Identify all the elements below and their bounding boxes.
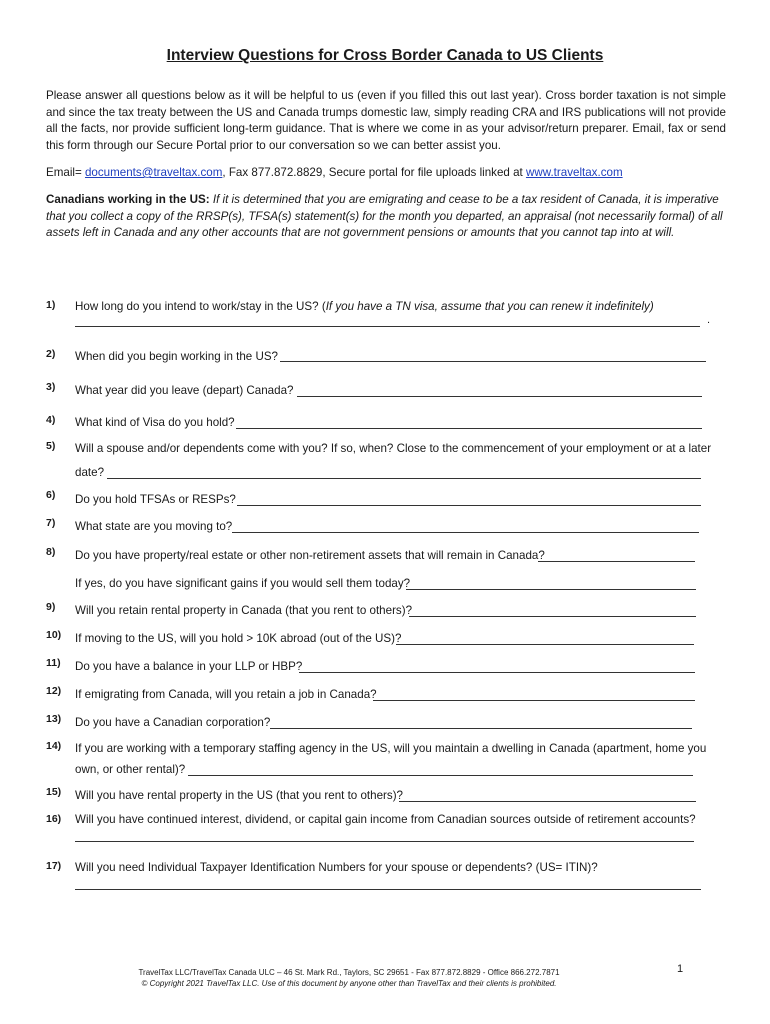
question-number: 2) [46,348,56,360]
question-number: 13) [46,713,62,725]
question-3-text: What year did you leave (depart) Canada? [75,384,294,397]
answer-line-9[interactable] [409,616,696,617]
question-number: 15) [46,786,62,798]
question-number: 9) [46,601,56,613]
question-number: 10) [46,629,62,641]
question-15-text: Will you have rental property in the US (that you rent to others)? [75,789,404,802]
question-number: 1) [46,299,56,311]
answer-line-3[interactable] [297,396,702,397]
answer-line-4[interactable] [236,428,702,429]
canadians-notice [46,192,726,242]
email-prefix: Email= [46,166,85,179]
answer-line-14[interactable] [188,775,693,776]
email-link[interactable]: documents@traveltax.com [84,166,223,179]
answer-line-17[interactable] [75,889,701,890]
question-text [75,300,654,313]
question-number: 16) [46,813,62,825]
answer-line-15[interactable] [399,801,696,802]
question-number: 6) [46,489,56,501]
question-14-text: If you are working with a temporary staffing agency in the US, will you maintain a dwelling in Canada (apartment, home you [75,742,707,755]
footer-copyright: © Copyright 2021 TravelTax LLC. Use of this document by anyone other than TravelTax and their clients is prohibited. [141,979,557,988]
answer-line-10[interactable] [396,644,694,645]
answer-line-5[interactable] [107,478,701,479]
question-9-text: Will you retain rental property in Canada (that you rent to others)? [75,604,413,617]
answer-line-8b[interactable] [406,589,696,590]
question-number: 14) [46,740,62,752]
question-number: 7) [46,517,56,529]
answer-line-13[interactable] [270,728,692,729]
canadians-body: If it is determined that you are emigrating and cease to be a tax resident of Canada, it is imperative that you collect a copy of the RRSP(s), TFSA(s) statement(s) for the month you departed, an appraisal (not necessarily formal) of all assets left in Canada and any other accounts that are not government pensions or amounts that you cannot tap into at will. [46,193,723,239]
question-8-text: Do you have property/real estate or other non-retirement assets that will remain in Canada? [75,549,545,562]
question-number: 12) [46,685,62,697]
question-4-text: What kind of Visa do you hold? [75,416,235,429]
question-1-note: If you have a TN visa, assume that you can renew it indefinitely) [325,300,654,313]
question-number: 4) [46,414,56,426]
answer-line-8[interactable] [538,561,695,562]
document-title: Interview Questions for Cross Border Canada to US Clients [166,47,604,64]
contact-middle: , Fax 877.872.8829, Secure portal for file uploads linked at [222,166,526,179]
question-7-text: What state are you moving to? [75,520,233,533]
answer-line-16[interactable] [75,841,694,842]
website-link[interactable]: www.traveltax.com [525,166,623,179]
question-5-continuation: date? [75,466,105,479]
question-17-text: Will you need Individual Taxpayer Identification Numbers for your spouse or dependents? (US= ITIN)? [75,861,598,874]
answer-line-12[interactable] [373,700,695,701]
question-number: 8) [46,546,56,558]
question-16-text: Will you have continued interest, dividend, or capital gain income from Canadian sources outside of retirement accounts? [75,813,696,826]
intro-paragraph: Please answer all questions below as it will be helpful to us (even if you filled this out last year). Cross border taxation is not simple and since the tax treaty between the US and Canada trumps domestic law, simply reading CRA and IRS publications will not provide all the facts, nor provide sufficient long-term guidance. That is where we come in as your advisor/return preparer. Email, fax or send this form through our Secure Portal prior to our conversation so we can better assist you. [46,89,726,152]
question-1-text: How long do you intend to work/stay in the US? ( [75,300,326,313]
question-6-text: Do you hold TFSAs or RESPs? [75,493,236,506]
period-mark: . [707,314,711,326]
answer-line-7[interactable] [232,532,699,533]
question-2-text: When did you begin working in the US? [75,350,279,363]
answer-line-11[interactable] [299,672,695,673]
question-number: 17) [46,860,62,872]
footer-address: TravelTax LLC/TravelTax Canada ULC – 46 St. Mark Rd., Taylors, SC 29651 - Fax 877.872.8829 - Office 866.272.7871 [138,968,560,977]
question-5-text: Will a spouse and/or dependents come with you? If so, when? Close to the commencement of your employment or at a later [75,442,712,455]
question-number: 11) [46,657,61,669]
page-footer [0,967,698,989]
question-11-text: Do you have a balance in your LLP or HBP? [75,660,303,673]
canadians-heading: Canadians working in the US: [46,193,210,206]
question-13-text: Do you have a Canadian corporation? [75,716,271,729]
question-10-text: If moving to the US, will you hold > 10K abroad (out of the US)? [75,632,402,645]
answer-line-6[interactable] [237,505,701,506]
page-number: 1 [677,963,684,975]
question-8-followup: If yes, do you have significant gains if you would sell them today? [75,577,411,590]
question-12-text: If emigrating from Canada, will you retain a job in Canada? [75,688,377,701]
question-number: 5) [46,440,56,452]
question-number: 3) [46,381,56,393]
contact-line [46,166,623,179]
question-14-continuation: own, or other rental)? [75,763,186,776]
answer-line-2[interactable] [280,361,706,362]
answer-line-1[interactable] [75,326,700,327]
